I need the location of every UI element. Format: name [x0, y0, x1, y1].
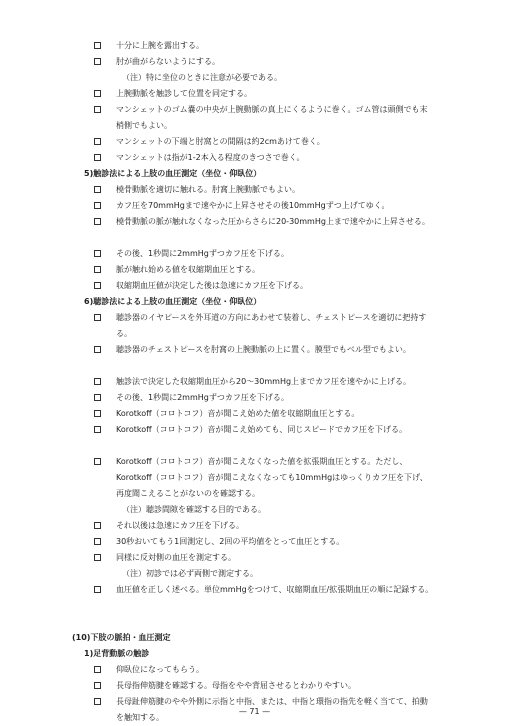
- checklist-item-text: 聴診器のチェストピースを肘窩の上腕動脈の上に置く。膜型でもベル型でもよい。: [116, 345, 411, 354]
- checklist-item-text: Korotkoff（コロトコフ）音が聞こえなくなった値を拡張期血圧とする。ただし、Korotkoff（コロトコフ）音が聞こえなくなっても10mmHgはゆっくりカフ圧を下げ、再度聞こえることがないのを確認する。: [116, 457, 428, 498]
- checkbox-icon: [94, 282, 101, 289]
- checklist-item: [95, 54, 435, 70]
- checklist-item-text: 血圧値を正しく述べる。単位mmHgをつけて、収縮期血圧/拡張期血圧の順に記録する。: [116, 585, 434, 594]
- checkbox-icon: [94, 138, 101, 145]
- checklist-item-text: 橈骨動脈の脈が触れなくなった圧からさらに20-30mmHg上まで速やかに上昇させる。: [116, 217, 430, 226]
- checklist-item: [95, 150, 435, 166]
- checklist-item: [95, 582, 435, 598]
- checklist-item: [95, 262, 435, 278]
- checkbox-icon: [94, 90, 101, 97]
- checkbox-icon: [94, 58, 101, 65]
- checkbox-icon: [94, 202, 101, 209]
- checklist-item-text: 30秒おいてもう1回測定し、2回の平均値をとって血圧とする。: [116, 537, 345, 546]
- checkbox-icon: [94, 378, 101, 385]
- checklist-item: [95, 102, 435, 134]
- checklist-item-text: それ以後は急速にカフ圧を下げる。: [116, 521, 244, 530]
- checkbox-icon: [94, 266, 101, 273]
- checklist-item-text: 触診法で決定した収縮期血圧から20～30mmHg上までカフ圧を速やかに上げる。: [116, 377, 412, 386]
- checklist-item: [95, 310, 435, 342]
- checkbox-icon: [94, 458, 101, 465]
- checkbox-icon: [94, 426, 101, 433]
- checklist-item: [95, 214, 435, 230]
- checklist-item-text: Korotkoff（コロトコフ）音が聞こえ始めた値を収縮期血圧とする。: [116, 409, 360, 418]
- checklist-item-text: 上腕動脈を触診して位置を同定する。: [116, 89, 252, 98]
- checkbox-icon: [94, 554, 101, 561]
- checklist-item: [95, 406, 435, 422]
- checklist-item: [95, 246, 435, 262]
- checklist-item-text: 脈が触れ始める値を収縮期血圧とする。: [116, 265, 260, 274]
- checklist-item: [95, 342, 435, 358]
- checkbox-icon: [94, 218, 101, 225]
- checkbox-icon: [94, 346, 101, 353]
- checkbox-icon: [94, 666, 101, 673]
- checkbox-icon: [94, 682, 101, 689]
- checklist-item: [95, 422, 435, 438]
- checklist-item-text: 長母趾伸筋腱のやや外側に示指と中指、または、中指と環指の指先を軽く当てて、拍動を触知する。: [116, 697, 428, 722]
- checkbox-icon: [94, 698, 101, 705]
- section-subheading: 6)聴診法による上肢の血圧測定（坐位・仰臥位）: [84, 297, 262, 306]
- checklist-item: [95, 550, 435, 566]
- checkbox-icon: [94, 314, 101, 321]
- checklist-item-text: マンシェットのゴム嚢の中央が上腕動脈の真上にくるように巻く。ゴム管は頭側でも末梢側でもよい。: [116, 105, 428, 130]
- checkbox-icon: [94, 106, 101, 113]
- checklist-item-text: Korotkoff（コロトコフ）音が聞こえ始めても、同じスピードでカフ圧を下げる。: [116, 425, 407, 434]
- checklist-item: [95, 518, 435, 534]
- note-text: （注）特に坐位のときに注意が必要である。: [122, 73, 282, 82]
- checkbox-icon: [94, 410, 101, 417]
- checklist-item-text: カフ圧を70mmHgまで速やかに上昇させその後10mmHgずつ上げてゆく。: [116, 201, 390, 210]
- page-number: — 71 —: [238, 707, 271, 716]
- checklist-item: [95, 390, 435, 406]
- note-text: （注）初診では必ず両側で測定する。: [122, 569, 258, 578]
- checklist-item: [95, 134, 435, 150]
- checklist-item: [95, 278, 435, 294]
- checklist-item-text: マンシェットは指が1-2本入る程度のきつさで巻く。: [116, 153, 305, 162]
- checkbox-icon: [94, 186, 101, 193]
- checklist-item-text: 同様に反対側の血圧を測定する。: [116, 553, 236, 562]
- checklist-item-text: その後、1秒間に2mmHgずつカフ圧を下げる。: [116, 249, 289, 258]
- checklist-item-text: 収縮期血圧値が決定した後は急速にカフ圧を下げる。: [116, 281, 308, 290]
- checkbox-icon: [94, 522, 101, 529]
- checklist-item-text: 橈骨動脈を適切に触れる。肘窩上腕動脈でもよい。: [116, 185, 300, 194]
- checklist-item-text: 長母指伸筋腱を確認する。母指をやや背屈させるとわかりやすい。: [116, 681, 356, 690]
- checklist-item: [95, 374, 435, 390]
- checklist-item: [95, 38, 435, 54]
- checklist-item-text: その後、1秒間に2mmHgずつカフ圧を下げる。: [116, 393, 289, 402]
- checklist-item-text: 十分に上腕を露出する。: [116, 41, 204, 50]
- checklist-item-text: 仰臥位になってもらう。: [116, 665, 204, 674]
- checklist-item: [95, 182, 435, 198]
- checklist-item: [95, 198, 435, 214]
- note-text: （注）聴診間隙を確認する目的である。: [122, 505, 266, 514]
- checklist-item: [95, 662, 435, 678]
- section-subheading: 1)足背動脈の触診: [84, 649, 150, 658]
- checkbox-icon: [94, 586, 101, 593]
- checkbox-icon: [94, 394, 101, 401]
- checkbox-icon: [94, 250, 101, 257]
- checkbox-icon: [94, 154, 101, 161]
- checklist-item: [95, 86, 435, 102]
- checkbox-icon: [94, 538, 101, 545]
- checklist-item: [95, 454, 435, 502]
- section-subheading: 5)触診法による上肢の血圧測定（坐位・仰臥位）: [84, 169, 262, 178]
- checklist-item-text: 肘が曲がらないようにする。: [116, 57, 220, 66]
- checklist-item-text: 聴診器のイヤピースを外耳道の方向にあわせて装着し、チェストピースを適切に把持する。: [116, 313, 427, 338]
- checklist-item: [95, 534, 435, 550]
- checkbox-icon: [94, 42, 101, 49]
- section-heading: (10)下肢の脈拍・血圧測定: [72, 633, 171, 642]
- checklist-item-text: マンシェットの下端と肘窩との間隔は約2cmあけて巻く。: [116, 137, 325, 146]
- checklist-item: [95, 678, 435, 694]
